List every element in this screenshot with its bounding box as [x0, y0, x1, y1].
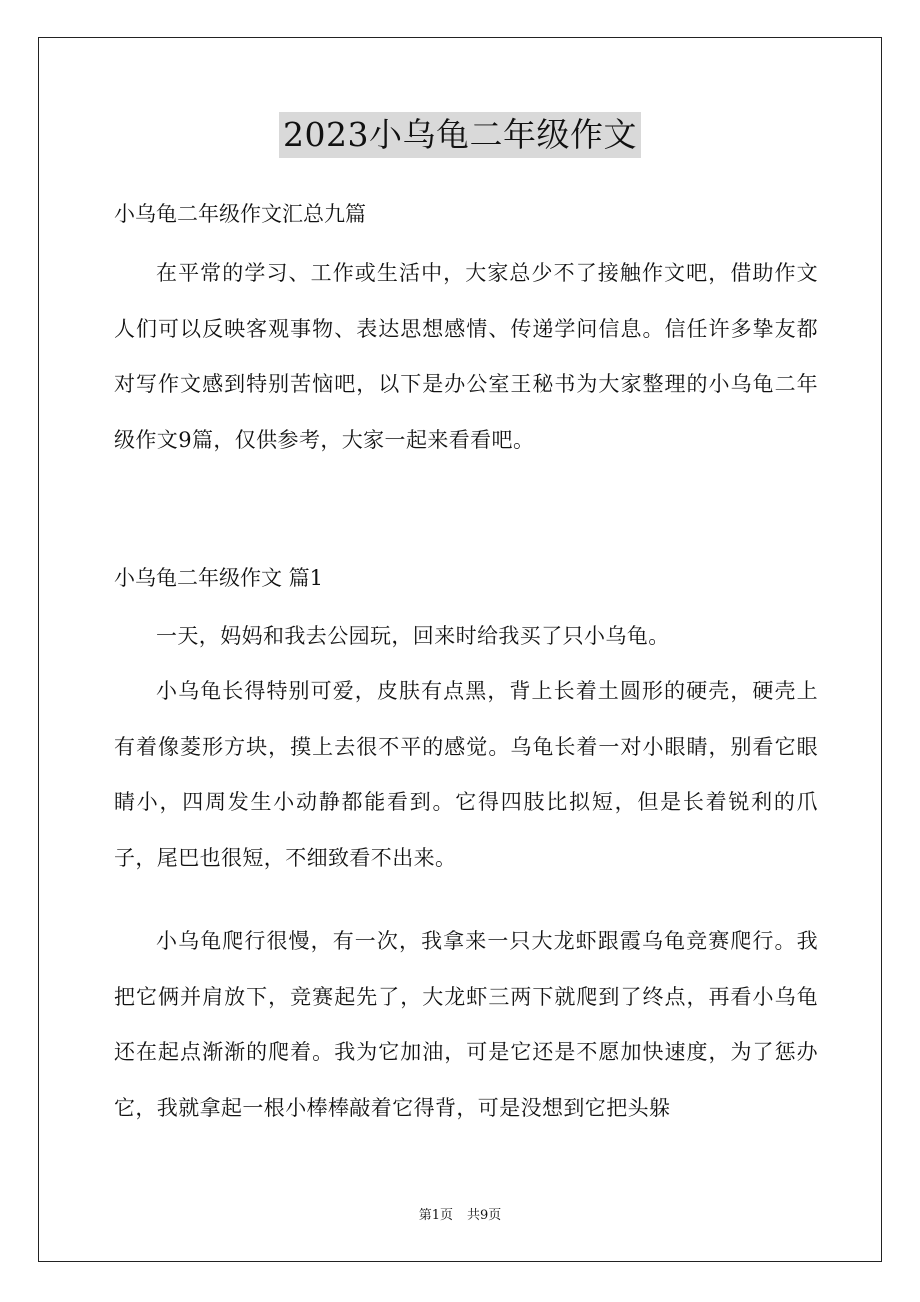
section-title: 小乌龟二年级作文 篇1 — [114, 566, 324, 590]
page-total: 共9页 — [467, 1208, 502, 1223]
intro-paragraph: 在平常的学习、工作或生活中，大家总少不了接触作文吧，借助作文人们可以反映客观事物、表达思想感情、传递学问信息。信任许多挚友都对写作文感到特别苦恼吧，以下是办公室王秘书为大家整理的小乌龟二年级作文9篇，仅供参考，大家一起来看看吧。 — [114, 261, 818, 452]
page-number: 第1页 — [418, 1208, 453, 1223]
page-footer — [0, 1206, 920, 1226]
body-paragraph-3: 小乌龟爬行很慢，有一次，我拿来一只大龙虾跟霞乌龟竞赛爬行。我把它俩并肩放下，竞赛起先了，大龙虾三两下就爬到了终点，再看小乌龟还在起点渐渐的爬着。我为它加油，可是它还是不愿加快速度，为了惩办它，我就拿起一根小棒棒敲着它得背，可是没想到它把头躲 — [114, 929, 818, 1120]
document-subtitle: 小乌龟二年级作文汇总九篇 — [114, 202, 366, 226]
body-paragraph-1: 一天，妈妈和我去公园玩，回来时给我买了只小乌龟。 — [156, 624, 670, 648]
document-title: 2023小乌龟二年级作文 — [279, 112, 641, 158]
body-paragraph-2: 小乌龟长得特别可爱，皮肤有点黑，背上长着土圆形的硬壳，硬壳上有着像菱形方块，摸上去很不平的感觉。乌龟长着一对小眼睛，别看它眼睛小，四周发生小动静都能看到。它得四肢比拟短，但是长着锐利的爪子，尾巴也很短，不细致看不出来。 — [114, 679, 818, 870]
title-container — [0, 112, 920, 158]
